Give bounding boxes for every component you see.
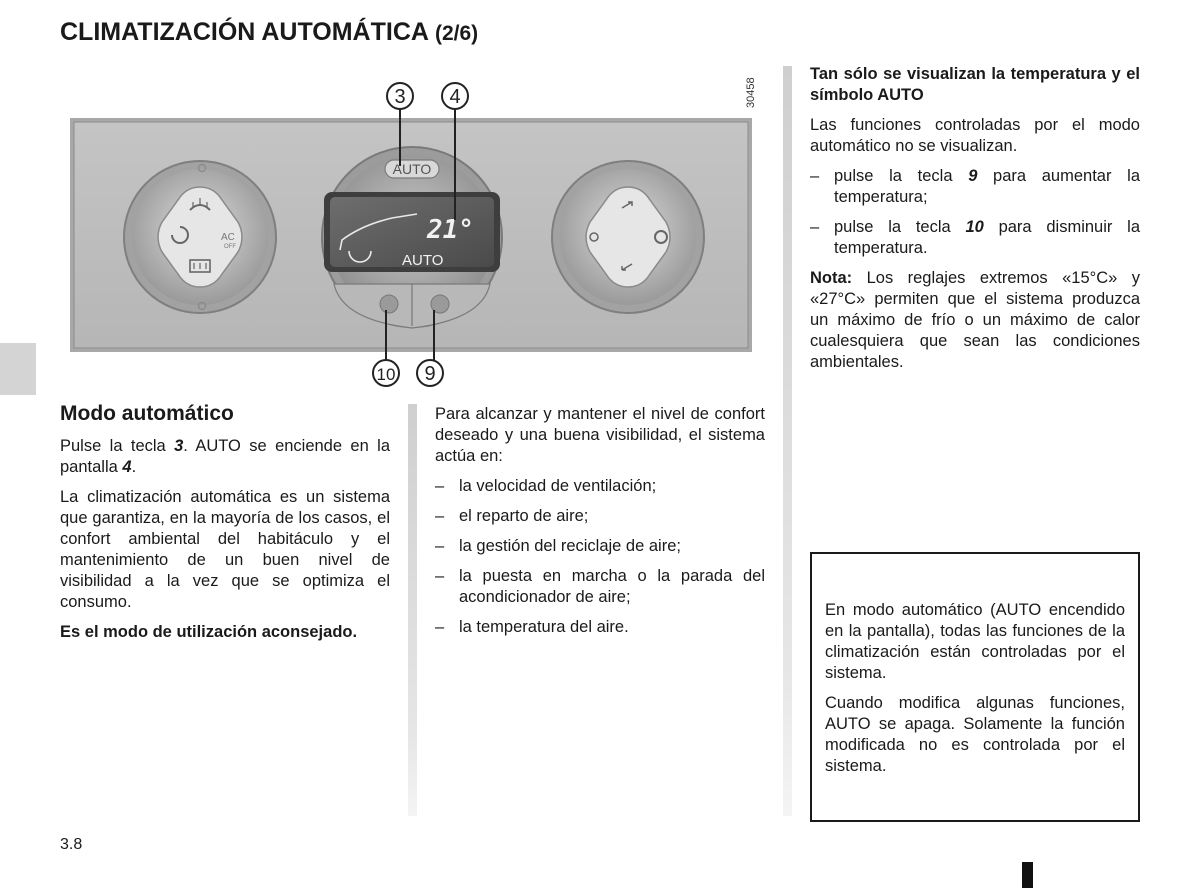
- display-mode: AUTO: [402, 252, 444, 269]
- dash: –: [810, 167, 820, 185]
- page-title-text: CLIMATIZACIÓN AUTOMÁTICA: [60, 18, 429, 46]
- list-item: [810, 217, 1140, 259]
- section-heading: Modo automático: [60, 402, 234, 425]
- list-item: [435, 617, 765, 638]
- info-box-paragraph: Cuando modifica algunas funciones, AUTO se apaga. Solamente la función modificada no es controlada por el sistema.: [825, 694, 1125, 775]
- climate-panel-illustration: [62, 60, 762, 390]
- key-number-10: 10: [965, 218, 984, 236]
- left-column: [60, 436, 390, 652]
- key-number-3: 3: [174, 437, 184, 455]
- display-temperature: 21°: [427, 215, 474, 245]
- note-paragraph: [810, 268, 1140, 373]
- bullet-text: pulse la tecla: [834, 218, 966, 236]
- column-rule-middle: [408, 404, 417, 816]
- dash: –: [435, 567, 445, 585]
- list-item-text: la velocidad de ventilación;: [459, 477, 657, 495]
- off-label: OFF: [224, 244, 236, 250]
- column-rule-right: [783, 66, 792, 816]
- recommendation-paragraph: Es el modo de utilización aconsejado.: [60, 623, 358, 641]
- dash: –: [435, 537, 445, 555]
- dash: –: [435, 618, 445, 636]
- auto-button-label: AUTO: [392, 161, 432, 177]
- list-item-text: [834, 166, 1140, 208]
- bullet-text: pulse la tecla: [834, 167, 969, 185]
- callout-10: 10: [376, 365, 396, 384]
- chapter-tab: [0, 343, 36, 395]
- page-corner-mark: [1022, 862, 1033, 888]
- description-paragraph: La climatización automática es un sistema que garantiza, en la mayoría de los casos, el confort ambiental del habitáculo y el mantenimiento de un buen nivel de visibilidad a la vez que se optimiza el consumo.: [60, 488, 390, 611]
- middle-column: [435, 404, 765, 647]
- list-item: [435, 536, 765, 557]
- ac-label: AC: [221, 232, 235, 243]
- right-control-knob: [552, 161, 704, 313]
- dash: –: [435, 477, 445, 495]
- right-heading: Tan sólo se visualizan la temperatura y el símbolo AUTO: [810, 65, 1140, 104]
- list-item: [435, 506, 765, 527]
- intro-text-1: Pulse la tecla: [60, 437, 175, 455]
- list-item: [810, 166, 1140, 208]
- list-item: [435, 566, 765, 608]
- figure-reference-code: 30458: [745, 77, 757, 108]
- intro-text-3: .: [131, 458, 137, 476]
- list-item-text: [834, 217, 1140, 259]
- right-column: [810, 64, 1140, 382]
- key-number-9: 9: [968, 167, 978, 185]
- middle-intro: Para alcanzar y mantener el nivel de confort deseado y una buena visibilidad, el sistema actúa en:: [435, 405, 765, 465]
- bullet-text: para aumentar la temperatura;: [834, 167, 1140, 206]
- info-box: [810, 552, 1140, 822]
- climate-control-figure: [62, 60, 762, 390]
- callout-9: 9: [424, 363, 436, 385]
- note-text: Los reglajes extremos «15°C» y «27°C» permiten que el sistema produzca un máximo de frío o un máximo de calor cualesquiera que sean las condiciones ambientales.: [810, 269, 1140, 371]
- list-item-text: la temperatura del aire.: [459, 618, 629, 636]
- key-number-4: 4: [122, 458, 132, 476]
- page-title-suffix: (2/6): [434, 22, 479, 45]
- dash: –: [810, 218, 820, 236]
- right-paragraph: Las funciones controladas por el modo automático no se visualizan.: [810, 116, 1140, 155]
- list-item-text: la gestión del reciclaje de aire;: [459, 537, 681, 555]
- page-title: [60, 18, 478, 47]
- intro-paragraph: [60, 436, 390, 478]
- left-control-knob: [124, 161, 276, 313]
- callout-3: 3: [394, 86, 406, 108]
- list-item-text: el reparto de aire;: [459, 507, 589, 525]
- dash: –: [435, 507, 445, 525]
- callout-4: 4: [449, 86, 461, 108]
- list-item: [435, 476, 765, 497]
- intro-text-2: . AUTO se enciende en la pantalla: [60, 437, 390, 476]
- note-label: Nota:: [810, 269, 853, 287]
- center-control-unit: [322, 147, 502, 328]
- page-number: 3.8: [60, 836, 83, 853]
- list-item-text: la puesta en marcha o la parada del acondicionador de aire;: [459, 567, 765, 606]
- bullet-text: para disminuir la temperatura.: [834, 218, 1140, 257]
- info-box-paragraph: En modo automático (AUTO encendido en la pantalla), todas las funciones de la climatización están controladas por el sistema.: [825, 601, 1125, 682]
